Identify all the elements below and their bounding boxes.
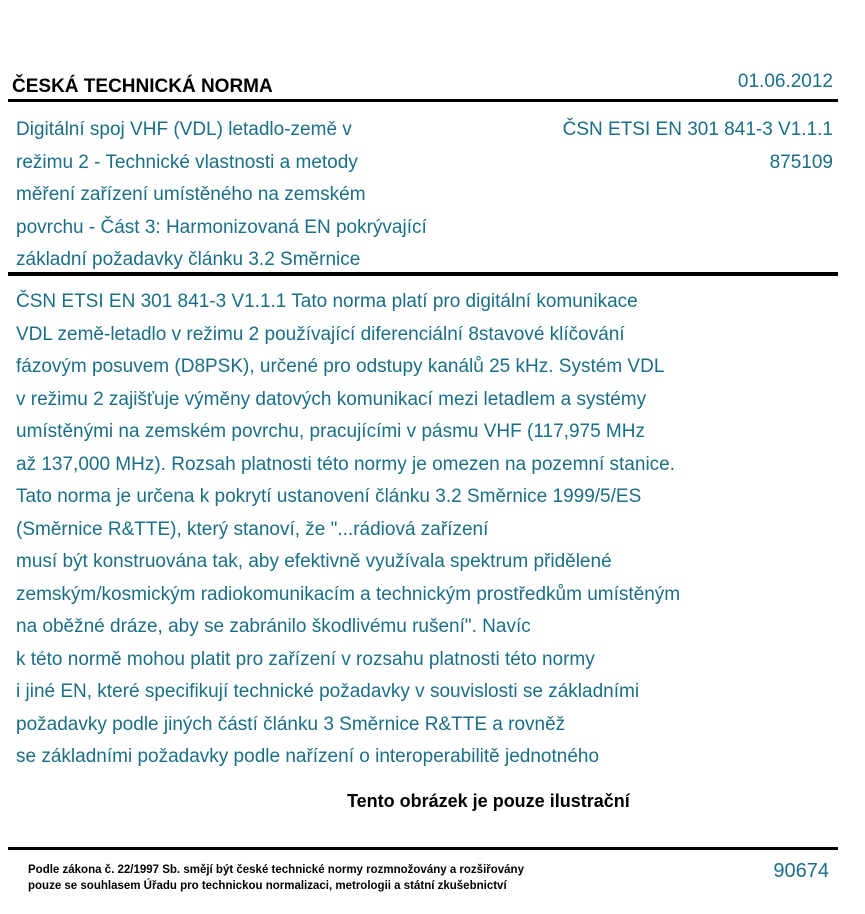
abstract-line: (Směrnice R&TTE), který stanoví, že "...rádiová zařízení (16, 518, 489, 540)
footer-divider (8, 847, 838, 850)
abstract-line: se základními požadavky podle nařízení o interoperabilitě jednotného (16, 746, 600, 767)
illustration-disclaimer: Tento obrázek je pouze ilustrační (347, 791, 630, 811)
title-line: režimu 2 - Technické vlastnosti a metody (16, 151, 358, 173)
title-line: měření zařízení umístěného na zemském (16, 184, 366, 205)
title-line: základní požadavky článku 3.2 Směrnice (16, 249, 361, 270)
class-number: 875109 (769, 151, 833, 173)
title-line: povrchu - Část 3: Harmonizovaná EN pokrývající (16, 216, 427, 238)
abstract-text (16, 286, 851, 774)
abstract-line: zemským/kosmickým radiokomunikacím a technickým prostředkům umístěným (16, 583, 681, 605)
title-divider (8, 272, 838, 276)
title-line: Digitální spoj VHF (VDL) letadlo-země v (16, 119, 352, 140)
abstract-line: i jiné EN, které specifikují technické požadavky v souvislosti se základními (16, 681, 640, 702)
abstract-line: v režimu 2 zajišťuje výměny datových komunikací mezi letadlem a systémy (16, 388, 647, 410)
standard-title (16, 114, 506, 277)
standard-designation (563, 114, 833, 179)
document-type-heading: ČESKÁ TECHNICKÁ NORMA (12, 76, 273, 97)
header-divider (8, 99, 838, 102)
abstract-line: až 137,000 MHz). Rozsah platnosti této normy je omezen na pozemní stanice. (16, 453, 676, 475)
abstract-line: umístěnými na zemském povrchu, pracujícími v pásmu VHF (117,975 MHz (16, 421, 645, 442)
abstract-line: na oběžné dráze, aby se zabránilo škodlivému rušení". Navíc (16, 616, 531, 637)
abstract-line: k této normě mohou platit pro zařízení v rozsahu platnosti této normy (16, 648, 595, 670)
abstract-line: VDL země-letadlo v režimu 2 používající diferenciální 8stavové klíčování (16, 323, 625, 345)
standard-code: ČSN ETSI EN 301 841-3 V1.1.1 (562, 119, 833, 140)
abstract-line: požadavky podle jiných částí článku 3 Směrnice R&TTE a rovněž (16, 713, 566, 735)
abstract-line: ČSN ETSI EN 301 841-3 V1.1.1 Tato norma platí pro digitální komunikace (16, 291, 638, 312)
copyright-line: Podle zákona č. 22/1997 Sb. smějí být české technické normy rozmnožovány a rozšiřovány (28, 864, 524, 876)
abstract-line: fázovým posuvem (D8PSK), určené pro odstupy kanálů 25 kHz. Systém VDL (16, 356, 665, 377)
copyright-notice (28, 862, 524, 894)
abstract-line: Tato norma je určena k pokrytí ustanovení článku 3.2 Směrnice 1999/5/ES (16, 486, 642, 507)
publication-date: 01.06.2012 (737, 71, 833, 92)
abstract-line: musí být konstruována tak, aby efektivně využívala spektrum přidělené (16, 551, 612, 572)
copyright-line: pouze se souhlasem Úřadu pro technickou normalizaci, metrologii a státní zkušebnictví (28, 880, 507, 892)
catalog-number: 90674 (773, 860, 829, 882)
